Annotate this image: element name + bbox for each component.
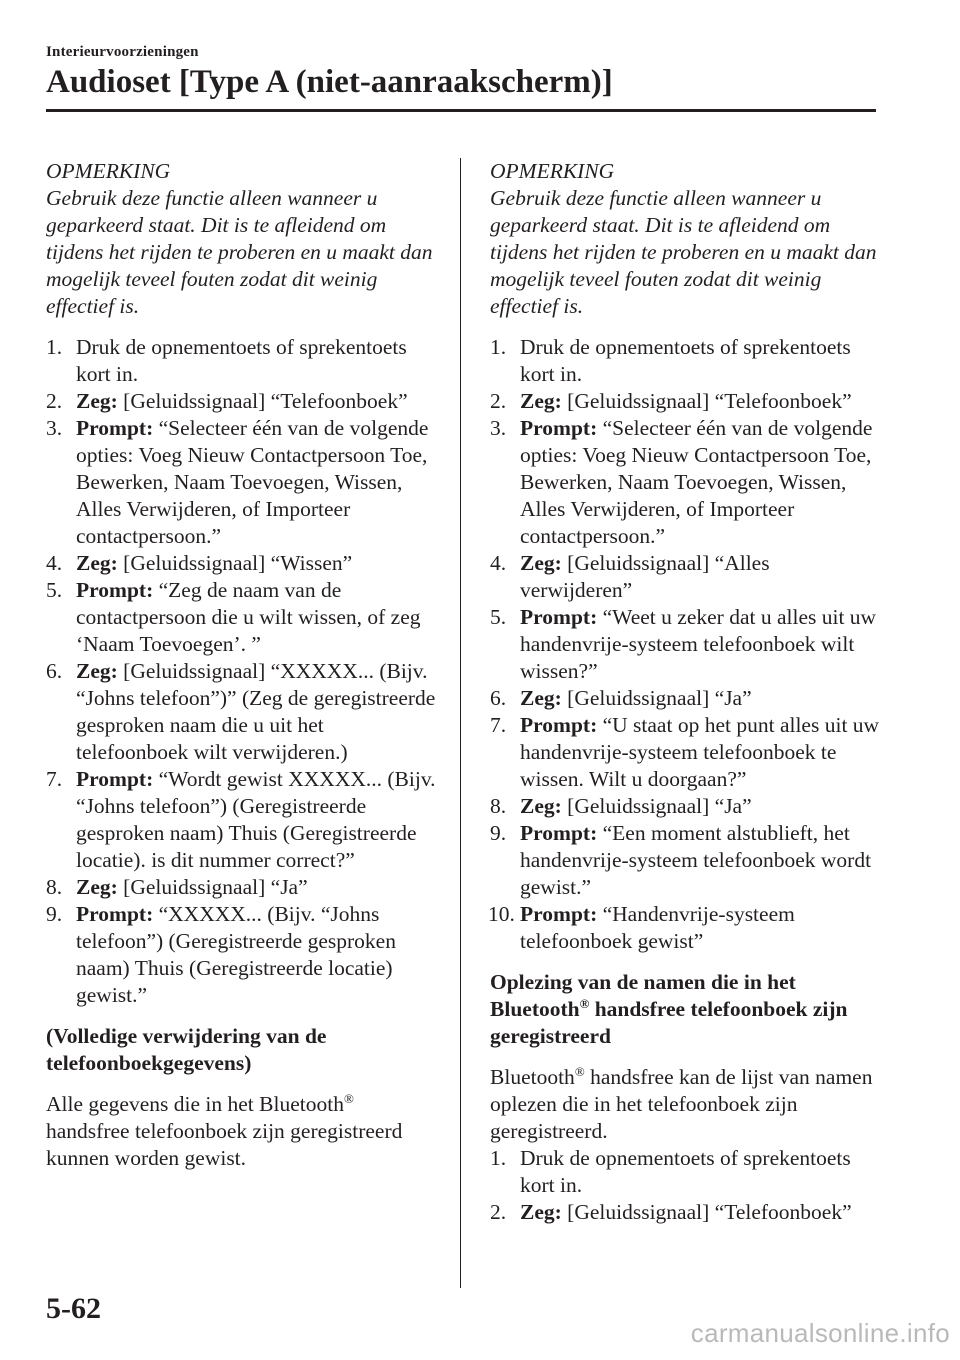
step-text: “XXXXX... (Bijv. “Johns telefoon”) (Geregistreerde gesproken naam) Thuis (Geregistreerde locatie) gewist.” [76,902,396,1007]
subsection-heading: (Volledige verwijdering van de telefoonboekgegevens) [46,1024,327,1075]
step-text: “Een moment alstublieft, het handenvrije-systeem telefoonboek wordt gewist.” [520,821,872,899]
step-item [490,550,885,604]
step-number: 4. [490,551,507,575]
step-item [490,1145,885,1199]
note-text: Gebruik deze functie alleen wanneer u geparkeerd staat. Dit is te afleidend om tijdens het rijden te proberen en u maakt dan mogelijk teveel fouten zodat dit weinig effectief is. [490,186,877,318]
step-item [46,874,441,901]
watermark: carmanualsonline.info [690,1318,950,1348]
step-number: 9. [46,902,63,926]
step-text: [Geluidssignaal] “XXXXX... (Bijv. “Johns telefoon”)” (Zeg de geregistreerde gesproken naam die u uit het telefoonboek wilt verwijderen.) [76,659,436,764]
step-keyword: Zeg: [76,551,118,575]
left-column [46,158,441,1172]
page-title: Audioset [Type A (niet-aanraakscherm)] [46,64,613,100]
step-keyword: Prompt: [520,902,598,926]
step-item [490,334,885,388]
step-text: “Zeg de naam van de contactpersoon die u wilt wissen, of zeg ‘Naam Toevoegen’. ” [76,578,421,656]
step-item [490,1199,885,1226]
step-text: “U staat op het punt alles uit uw handenvrije-systeem telefoonboek te wissen. Wilt u doorgaan?” [520,713,880,791]
paragraph-text: Alle gegevens die in het Bluetooth [46,1092,344,1116]
step-text: “Handenvrije-systeem telefoonboek gewist” [520,902,795,953]
step-text: [Geluidssignaal] “Telefoonboek” [561,389,852,413]
step-item [490,388,885,415]
subsection-heading-text: handsfree telefoonboek zijn geregistreerd [490,997,848,1048]
step-keyword: Prompt: [520,821,598,845]
paragraph-text: Bluetooth [490,1065,575,1089]
right-column [490,158,885,1240]
step-item [490,604,885,685]
registered-mark: ® [579,995,590,1011]
title-rule [46,109,876,112]
step-keyword: Zeg: [76,875,118,899]
step-keyword: Zeg: [520,551,562,575]
step-item [46,658,441,766]
step-item [46,766,441,874]
step-number: 1. [490,335,507,359]
step-number: 1. [490,1146,507,1170]
paragraph [490,1064,885,1145]
paragraph-text: handsfree kan de lijst van namen oplezen die in het telefoonboek zijn geregistreerd. [490,1065,873,1143]
step-text: [Geluidssignaal] “Alles verwijderen” [520,551,770,602]
step-text: [Geluidssignaal] “Wissen” [117,551,353,575]
step-text: [Geluidssignaal] “Ja” [117,875,308,899]
step-keyword: Prompt: [76,767,154,791]
paragraph [46,1091,441,1172]
step-text: [Geluidssignaal] “Ja” [561,794,752,818]
step-text: “Selecteer één van de volgende opties: Voeg Nieuw Contactpersoon Toe, Bewerken, Naam Toevoegen, Wissen, Alles Verwijderen, of Importeer contactpersoon.” [520,416,873,548]
step-keyword: Prompt: [520,416,598,440]
registered-mark: ® [574,1063,585,1079]
step-item [490,415,885,550]
step-keyword: Zeg: [76,389,118,413]
registered-mark: ® [343,1090,354,1106]
step-item [490,685,885,712]
step-item [490,901,885,955]
step-number: 10. [488,902,515,926]
step-keyword: Zeg: [76,659,118,683]
step-item [46,550,441,577]
step-list [490,334,885,955]
step-list [46,334,441,1009]
step-text: “Weet u zeker dat u alles uit uw handenvrije-systeem telefoonboek wilt wissen?” [520,605,877,683]
step-number: 1. [46,335,63,359]
subsection-heading [490,969,885,1050]
column-divider [460,158,461,1288]
step-text: “Selecteer één van de volgende opties: Voeg Nieuw Contactpersoon Toe, Bewerken, Naam Toevoegen, Wissen, Alles Verwijderen, of Importeer contactpersoon.” [76,416,429,548]
step-number: 3. [490,416,507,440]
step-keyword: Prompt: [520,713,598,737]
step-number: 5. [46,578,63,602]
step-number: 8. [46,875,63,899]
page-number: 5-62 [46,1292,101,1325]
subsection-heading-text: Oplezing van de namen die in het Bluetooth [490,970,796,1021]
step-number: 9. [490,821,507,845]
step-number: 2. [490,1200,507,1224]
step-keyword: Prompt: [76,416,154,440]
step-item [490,820,885,901]
step-number: 7. [490,713,507,737]
step-keyword: Prompt: [76,902,154,926]
step-item [490,793,885,820]
step-item [46,577,441,658]
step-text: Druk de opnementoets of sprekentoets kort in. [520,335,851,386]
step-number: 2. [46,389,63,413]
step-item [46,901,441,1009]
paragraph-text: handsfree telefoonboek zijn geregistreerd kunnen worden gewist. [46,1119,403,1170]
step-number: 7. [46,767,63,791]
step-keyword: Zeg: [520,1200,562,1224]
step-list [490,1145,885,1226]
section-label: Interieurvoorzieningen [46,44,199,60]
step-number: 5. [490,605,507,629]
step-text: [Geluidssignaal] “Telefoonboek” [561,1200,852,1224]
step-number: 6. [490,686,507,710]
note-text: Gebruik deze functie alleen wanneer u geparkeerd staat. Dit is te afleidend om tijdens het rijden te proberen en u maakt dan mogelijk teveel fouten zodat dit weinig effectief is. [46,186,433,318]
note-heading: OPMERKING [46,159,171,183]
step-text: [Geluidssignaal] “Ja” [561,686,752,710]
step-keyword: Prompt: [520,605,598,629]
step-keyword: Zeg: [520,686,562,710]
step-number: 8. [490,794,507,818]
step-item [46,388,441,415]
step-keyword: Zeg: [520,389,562,413]
step-item [46,334,441,388]
step-item [46,415,441,550]
step-text: [Geluidssignaal] “Telefoonboek” [117,389,408,413]
step-number: 4. [46,551,63,575]
step-text: Druk de opnementoets of sprekentoets kort in. [76,335,407,386]
step-number: 6. [46,659,63,683]
step-item [490,712,885,793]
step-keyword: Prompt: [76,578,154,602]
step-number: 2. [490,389,507,413]
step-text: “Wordt gewist XXXXX... (Bijv. “Johns telefoon”) (Geregistreerde gesproken naam) Thuis (Geregistreerde locatie). is dit nummer correct?” [76,767,436,872]
step-keyword: Zeg: [520,794,562,818]
step-text: Druk de opnementoets of sprekentoets kort in. [520,1146,851,1197]
note-heading: OPMERKING [490,159,615,183]
step-number: 3. [46,416,63,440]
